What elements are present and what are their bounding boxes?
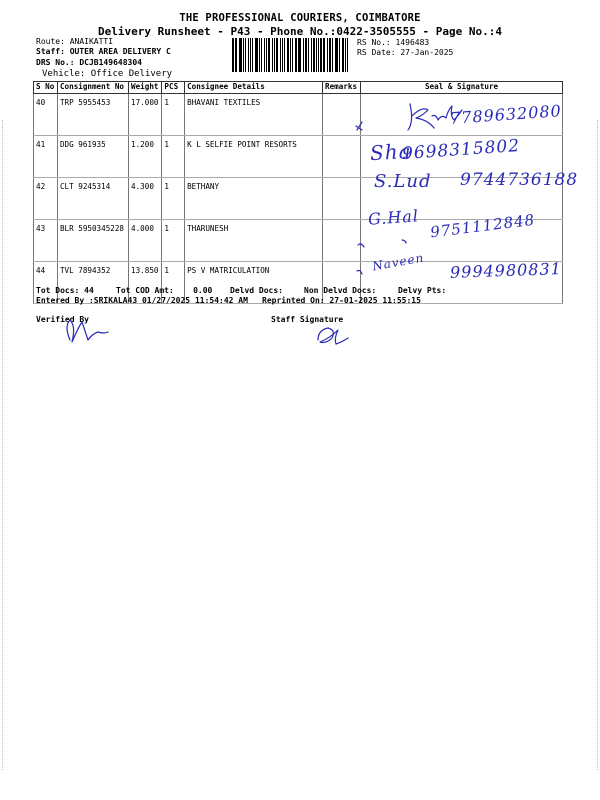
- delvy-pts: Delvy Pts:: [398, 286, 447, 295]
- barcode-bar: [332, 38, 333, 72]
- tot-cod-amt: Tot COD Amt: 0.00: [116, 286, 213, 295]
- non-delvd-docs: Non Delvd Docs:: [304, 286, 377, 295]
- handwritten-phone: 9698315802: [401, 135, 521, 165]
- barcode-bar: [266, 38, 267, 72]
- barcode-bar: [287, 38, 289, 72]
- barcode-bar: [335, 38, 336, 72]
- barcode-bar: [239, 38, 241, 72]
- barcode-bar: [261, 38, 262, 72]
- barcode-bar: [316, 38, 317, 72]
- barcode-bar: [250, 38, 251, 72]
- tot-docs: Tot Docs: 44: [36, 286, 94, 295]
- barcode-bar: [339, 38, 340, 72]
- handwritten-phone: 9751112848: [429, 210, 537, 242]
- cell-consignee: THARUNESH: [185, 220, 323, 262]
- cell-weight: 17.000: [129, 94, 162, 136]
- table-header-row: [34, 82, 563, 94]
- barcode-bar: [236, 38, 237, 72]
- entered-by: Entered By :SRIKALA43 01/27/2025 11:54:42 AM: [36, 296, 248, 305]
- fold-line-right: [597, 120, 598, 770]
- barcode-bar: [235, 38, 236, 72]
- cell-consignment: BLR 5950345228: [57, 220, 128, 262]
- cell-pcs: 1: [162, 136, 185, 178]
- cell-remarks: [323, 178, 361, 220]
- cell-consignment: TVL 7894352: [57, 262, 128, 304]
- cell-consignee: K L SELFIE POINT RESORTS: [185, 136, 323, 178]
- cell-remarks: [323, 220, 361, 262]
- handwritten-name: S.Lud: [374, 171, 432, 192]
- barcode-bar: [272, 38, 273, 72]
- cell-consignment: TRP 5955453: [57, 94, 128, 136]
- barcode-bar: [318, 38, 319, 72]
- barcode-bar: [298, 38, 299, 72]
- barcode-bar: [323, 38, 325, 72]
- barcode-bar: [248, 38, 249, 72]
- col-sno-header: S No: [34, 82, 58, 94]
- cell-sno: 42: [34, 178, 58, 220]
- barcode-bar: [303, 38, 304, 72]
- staff-label: Staff: OUTER AREA DELIVERY C: [36, 47, 171, 56]
- rs-date: RS Date: 27-Jan-2025: [357, 48, 454, 57]
- barcode-bar: [259, 38, 260, 72]
- drs-number: DRS No.: DCJB149648304: [36, 58, 142, 67]
- barcode-bar: [232, 38, 234, 72]
- cell-sno: 44: [34, 262, 58, 304]
- barcode-bar: [276, 38, 278, 72]
- cell-pcs: 1: [162, 262, 185, 304]
- cell-weight: 4.000: [129, 220, 162, 262]
- barcode-bar: [336, 38, 338, 72]
- barcode-bar: [299, 38, 301, 72]
- handwritten-phone: 9994980831: [449, 259, 563, 282]
- company-title: THE PROFESSIONAL COURIERS, COIMBATORE: [179, 12, 421, 24]
- barcode-bar: [255, 38, 257, 72]
- barcode-bar: [311, 38, 312, 72]
- staff-signature-label: Staff Signature: [271, 315, 344, 324]
- barcode-bar: [305, 38, 307, 72]
- barcode-bar: [243, 38, 244, 72]
- cell-sno: 41: [34, 136, 58, 178]
- barcode-bar: [290, 38, 291, 72]
- rs-number: RS No.: 1496483: [357, 38, 430, 47]
- barcode-bar: [284, 38, 285, 72]
- reprinted-on: Reprinted On: 27-01-2025 11:55:15: [262, 296, 421, 305]
- col-weight-header: Weight: [129, 82, 162, 94]
- col-consignee-header: Consignee Details: [185, 82, 323, 94]
- handwritten-name: Sha: [369, 138, 413, 166]
- cell-remarks: [323, 136, 361, 178]
- route-label: Route: ANAIKATTI: [36, 37, 114, 46]
- cell-consignment: CLT 9245314: [57, 178, 128, 220]
- barcode-bar: [282, 38, 283, 72]
- verified-by-label: Verified By: [36, 315, 89, 324]
- cell-consignee: PS V MATRICULATION: [185, 262, 323, 304]
- handwritten-name: Naveen: [371, 250, 426, 274]
- barcode-bar: [295, 38, 297, 72]
- barcode-bar: [268, 38, 270, 72]
- cell-remarks: [323, 94, 361, 136]
- col-pcs-header: PCS: [162, 82, 185, 94]
- barcode-bar: [264, 38, 266, 72]
- barcode-bar: [320, 38, 322, 72]
- barcode-bar: [274, 38, 275, 72]
- delvd-docs: Delvd Docs:: [230, 286, 283, 295]
- handwritten-phone: 7789632080: [449, 101, 563, 128]
- handwritten-name: G.Hal: [367, 206, 420, 229]
- cell-consignment: DDG 961935: [57, 136, 128, 178]
- runsheet-subtitle: Delivery Runsheet - P43 - Phone No.:0422-3505555 - Page No.:4: [98, 25, 502, 38]
- barcode-image: [232, 38, 350, 72]
- barcode-bar: [252, 38, 254, 72]
- barcode-bar: [345, 38, 346, 72]
- barcode-bar: [342, 38, 344, 72]
- vehicle-label: Vehicle: Office Delivery: [42, 69, 173, 79]
- cell-pcs: 1: [162, 94, 185, 136]
- cell-pcs: 1: [162, 220, 185, 262]
- col-seal-header: Seal & Signature: [361, 82, 563, 94]
- barcode-bar: [327, 38, 328, 72]
- fold-line-left: [2, 120, 3, 770]
- barcode-bar: [313, 38, 315, 72]
- barcode-bar: [308, 38, 309, 72]
- cell-sno: 40: [34, 94, 58, 136]
- cell-pcs: 1: [162, 178, 185, 220]
- barcode-bar: [292, 38, 293, 72]
- handwritten-phone: 9744736188: [460, 170, 579, 190]
- cell-weight: 4.300: [129, 178, 162, 220]
- cell-sno: 43: [34, 220, 58, 262]
- cell-weight: 13.850: [129, 262, 162, 304]
- cell-consignee: BHAVANI TEXTILES: [185, 94, 323, 136]
- barcode-bar: [347, 38, 348, 72]
- col-consignment-header: Consignment No: [57, 82, 128, 94]
- cell-weight: 1.200: [129, 136, 162, 178]
- barcode-bar: [280, 38, 282, 72]
- barcode-bar: [329, 38, 331, 72]
- col-remarks-header: Remarks: [323, 82, 361, 94]
- cell-consignee: BETHANY: [185, 178, 323, 220]
- barcode-bar: [245, 38, 247, 72]
